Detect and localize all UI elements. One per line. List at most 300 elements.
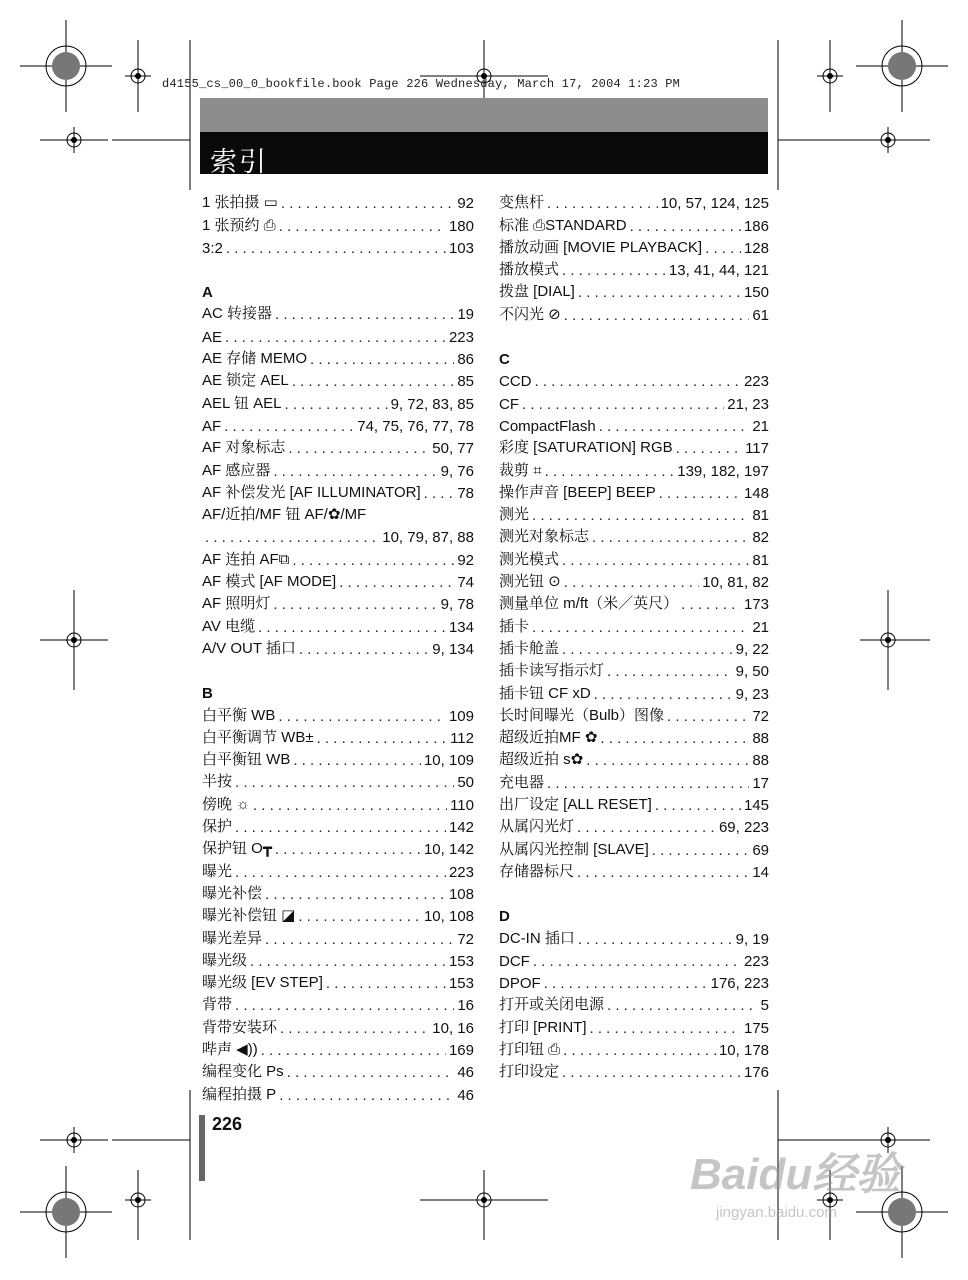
index-term: 测量单位 m/ft（米／英尺） (499, 595, 679, 613)
index-entry (202, 413, 474, 435)
leader-dots (275, 306, 454, 323)
index-term: 曝光 (202, 862, 233, 880)
index-term: 1 张拍摄 ▭ (202, 194, 278, 212)
index-pages: 223 (743, 373, 769, 391)
index-entry (202, 791, 474, 813)
index-entry (499, 636, 769, 658)
leader-dots (279, 1087, 454, 1104)
index-term: CCD (499, 373, 532, 391)
index-term: DC-IN 插口 (499, 929, 575, 947)
index-entry (202, 1014, 474, 1036)
index-term: 彩度 [SATURATION] RGB (499, 439, 673, 457)
page-number: 226 (212, 1114, 243, 1134)
index-entry (202, 502, 474, 524)
index-pages: 108 (448, 885, 474, 903)
index-pages: 50, 77 (432, 440, 474, 458)
index-entry (499, 1014, 769, 1036)
index-term: AE 锁定 AEL (202, 372, 289, 390)
index-entry (499, 792, 769, 814)
leader-dots (278, 708, 446, 725)
leader-dots (250, 953, 446, 970)
index-term: 曝光级 [EV STEP] (202, 974, 323, 992)
index-pages: 69, 223 (718, 819, 769, 837)
index-term: AE 存储 MEMO (202, 350, 308, 368)
index-term: 标准 ⎙STANDARD (499, 216, 627, 234)
index-term: 打印 [PRINT] (499, 1018, 587, 1036)
index-term: AF 感应器 (202, 461, 271, 479)
index-entry (499, 212, 769, 234)
leader-dots (564, 307, 750, 324)
index-column-right (499, 190, 769, 1081)
index-pages: 110 (450, 796, 474, 814)
index-entry (202, 636, 474, 658)
index-entry (499, 569, 769, 591)
index-entry (499, 546, 769, 568)
index-term: DPOF (499, 975, 541, 993)
index-pages: 81 (752, 551, 769, 569)
index-pages: 86 (457, 351, 474, 369)
leader-dots (235, 864, 446, 881)
leader-dots (600, 730, 749, 747)
index-entry (202, 591, 474, 613)
index-term: DCF (499, 952, 530, 970)
leader-dots (310, 351, 454, 368)
leader-dots (586, 752, 749, 769)
index-term: 打开或关闭电源 (499, 996, 605, 1014)
section-title: 索引 (210, 147, 268, 177)
index-term: 测光对象标志 (499, 528, 590, 546)
index-pages: 145 (743, 797, 769, 815)
index-term: A/V OUT 插口 (202, 639, 296, 657)
leader-dots (280, 1020, 429, 1037)
index-term: 存储器标尺 (499, 862, 575, 880)
index-pages: 19 (457, 306, 474, 324)
index-entry (202, 457, 474, 479)
index-entry (499, 368, 769, 390)
index-term: 傍晚 ☼ (202, 795, 250, 813)
index-pages: 9, 134 (432, 640, 474, 658)
index-term: 编程变化 Ps (202, 1063, 284, 1081)
index-term: 1 张预约 ⎙ (202, 216, 276, 234)
index-entry (202, 702, 474, 724)
index-term: AF 照明灯 (202, 595, 271, 613)
leader-dots (564, 574, 700, 591)
leader-dots (273, 463, 437, 480)
watermark-logo: Baidu经验 (690, 1150, 901, 1199)
leader-dots (562, 552, 749, 569)
index-term: CF (499, 395, 519, 413)
index-term: 超级近拍MF ✿ (499, 729, 598, 747)
print-header: d4155_cs_00_0_bookfile.book Page 226 Wednesday, March 17, 2004 1:23 PM (162, 77, 681, 91)
index-term: 插卡读写指示灯 (499, 662, 605, 680)
index-pages: 9, 50 (735, 663, 769, 681)
index-pages: 169 (448, 1041, 474, 1059)
index-entry (202, 613, 474, 635)
index-pages: 142 (448, 819, 474, 837)
index-section-letter: A (202, 284, 213, 302)
index-pages: 92 (457, 551, 474, 569)
leader-dots (676, 440, 742, 457)
index-term: 半按 (202, 773, 233, 791)
leader-dots (705, 240, 741, 257)
index-term: 背带安装环 (202, 1018, 278, 1036)
index-pages: 139, 182, 197 (677, 462, 769, 480)
index-pages: 17 (752, 774, 769, 792)
leader-dots (544, 975, 708, 992)
index-pages: 81 (752, 507, 769, 525)
index-entry (202, 903, 474, 925)
leader-dots (205, 529, 379, 546)
index-pages: 176 (743, 1064, 769, 1082)
index-entry (499, 235, 769, 257)
index-pages: 153 (448, 975, 474, 993)
leader-dots (578, 284, 741, 301)
index-pages: 128 (743, 239, 769, 257)
leader-dots (577, 819, 716, 836)
index-pages: 180 (448, 217, 474, 235)
leader-dots (594, 686, 733, 703)
index-term: 保护 (202, 818, 233, 836)
leader-dots (235, 819, 446, 836)
index-pages: 186 (743, 217, 769, 235)
index-term: 拨盘 [DIAL] (499, 283, 575, 301)
watermark (690, 1138, 910, 1238)
index-entry (499, 747, 769, 769)
index-pages: 10, 178 (718, 1041, 769, 1059)
index-pages: 74 (457, 574, 474, 592)
index-entry (202, 212, 474, 234)
index-pages: 10, 57, 124, 125 (660, 195, 769, 213)
index-pages: 117 (745, 440, 769, 458)
index-term: 曝光补偿钮 ◪ (202, 907, 296, 925)
index-term: 打印钮 ⎙ (499, 1040, 561, 1058)
index-entry (499, 658, 769, 680)
leader-dots (317, 730, 448, 747)
leader-dots (275, 841, 421, 858)
index-pages: 10, 108 (423, 908, 474, 926)
index-pages: 72 (752, 707, 769, 725)
leader-dots (522, 396, 724, 413)
index-pages: 16 (457, 997, 474, 1015)
index-pages: 88 (752, 752, 769, 770)
leader-dots (287, 1064, 455, 1081)
index-pages: 9, 76 (440, 462, 474, 480)
leader-dots (235, 997, 454, 1014)
leader-dots (630, 218, 741, 235)
section-title-bar (200, 98, 768, 176)
leader-dots (279, 218, 446, 235)
watermark-url: jingyan.baidu.com (716, 1204, 837, 1221)
index-pages: 10, 79, 87, 88 (382, 529, 474, 547)
index-pages: 223 (448, 863, 474, 881)
index-entry (499, 591, 769, 613)
index-entry (202, 301, 474, 323)
index-pages: 21, 23 (727, 395, 769, 413)
index-pages: 46 (457, 1086, 474, 1104)
index-term: 曝光补偿 (202, 884, 263, 902)
leader-dots (547, 195, 658, 212)
index-entry (499, 435, 769, 457)
index-entry (202, 235, 474, 257)
leader-dots (681, 596, 741, 613)
leader-dots (535, 373, 741, 390)
index-term: 不闪光 ⊘ (499, 305, 561, 323)
index-pages: 173 (743, 596, 769, 614)
leader-dots (607, 997, 758, 1014)
index-entry (499, 992, 769, 1014)
leader-dots (590, 1020, 741, 1037)
leader-dots (288, 440, 429, 457)
index-term: 插卡舱盖 (499, 639, 560, 657)
leader-dots (592, 529, 749, 546)
index-pages: 109 (448, 707, 474, 725)
leader-dots (607, 663, 733, 680)
leader-dots (235, 774, 454, 791)
leader-dots (562, 262, 666, 279)
index-pages: 150 (743, 284, 769, 302)
index-entry (202, 948, 474, 970)
leader-dots (533, 953, 741, 970)
index-entry (499, 859, 769, 881)
index-term: AF 连拍 AF⧉ (202, 550, 290, 568)
index-entry (202, 925, 474, 947)
index-pages: 223 (448, 328, 474, 346)
leader-dots (293, 752, 421, 769)
index-pages: 134 (448, 618, 474, 636)
index-entry (499, 257, 769, 279)
index-entry (202, 725, 474, 747)
index-term: AC 转接器 (202, 305, 273, 323)
leader-dots (563, 1042, 716, 1059)
index-entry (202, 323, 474, 345)
index-entry (202, 480, 474, 502)
index-entry (499, 390, 769, 412)
leader-dots (326, 975, 446, 992)
index-term: 插卡 (499, 617, 530, 635)
index-entry (202, 769, 474, 791)
index-entry (499, 190, 769, 212)
index-term: 测光 (499, 506, 530, 524)
index-term: 插卡钮 CF xD (499, 684, 591, 702)
index-term: 从属闪光灯 (499, 818, 575, 836)
index-term: 哔声 ◀)) (202, 1040, 258, 1058)
index-term: 裁剪 ⌗ (499, 461, 542, 479)
index-pages: 69 (752, 841, 769, 859)
index-pages: 14 (752, 863, 769, 881)
index-column-left (202, 190, 474, 1104)
index-term: 曝光差异 (202, 929, 263, 947)
index-pages: 13, 41, 44, 121 (668, 262, 769, 280)
index-pages: 148 (743, 484, 769, 502)
index-entry (499, 725, 769, 747)
title-bar-black (200, 132, 768, 174)
index-entry (499, 502, 769, 524)
index-pages: 112 (450, 729, 474, 747)
index-pages: 10, 81, 82 (702, 574, 769, 592)
page-number-bar (199, 1115, 205, 1181)
index-term: AF 模式 [AF MODE] (202, 573, 337, 591)
index-term: AF 补偿发光 [AF ILLUMINATOR] (202, 483, 421, 501)
index-entry (499, 1037, 769, 1059)
index-term: 变焦杆 (499, 194, 545, 212)
index-entry (499, 814, 769, 836)
leader-dots (284, 396, 387, 413)
leader-dots (265, 886, 446, 903)
index-entry (499, 703, 769, 725)
index-term: AF 对象标志 (202, 439, 286, 457)
index-entry (499, 970, 769, 992)
leader-dots (339, 574, 454, 591)
leader-dots (532, 507, 749, 524)
index-entry (202, 1081, 474, 1103)
index-section-letter: B (202, 685, 213, 703)
index-entry (202, 346, 474, 368)
index-term: 背带 (202, 996, 233, 1014)
index-term: 白平衡 WB (202, 706, 276, 724)
leader-dots (547, 775, 749, 792)
index-entry (202, 368, 474, 390)
index-entry (202, 881, 474, 903)
leader-dots (265, 931, 454, 948)
index-term: AF/近拍/MF 钮 AF/✿/MF (202, 506, 367, 524)
index-pages: 21 (752, 417, 769, 435)
leader-dots (545, 463, 675, 480)
index-term: 保护钮 O┳ (202, 840, 272, 858)
index-pages: 5 (760, 997, 769, 1015)
index-entry (202, 814, 474, 836)
index-entry (202, 836, 474, 858)
index-entry (202, 435, 474, 457)
index-entry (499, 524, 769, 546)
index-entry (202, 858, 474, 880)
index-entry (499, 680, 769, 702)
index-pages: 10, 142 (423, 841, 474, 859)
leader-dots (292, 373, 455, 390)
index-pages: 50 (457, 774, 474, 792)
index-pages: 9, 22 (735, 640, 769, 658)
index-pages: 103 (448, 239, 474, 257)
index-pages: 176, 223 (710, 975, 769, 993)
index-entry (202, 747, 474, 769)
leader-dots (578, 931, 733, 948)
leader-dots (424, 485, 455, 502)
index-term: 编程拍摄 P (202, 1085, 277, 1103)
index-pages: 21 (752, 618, 769, 636)
index-entry (202, 970, 474, 992)
index-term: 曝光级 (202, 951, 248, 969)
leader-dots (224, 418, 354, 435)
index-term: 播放动画 [MOVIE PLAYBACK] (499, 238, 703, 256)
leader-dots (655, 797, 741, 814)
index-term: AE (202, 328, 223, 346)
index-entry (202, 524, 474, 546)
index-entry (499, 413, 769, 435)
index-term: CompactFlash (499, 417, 596, 435)
index-term: 超级近拍 s✿ (499, 751, 584, 769)
index-pages: 10, 109 (423, 752, 474, 770)
index-pages: 46 (457, 1064, 474, 1082)
index-entry (499, 457, 769, 479)
leader-dots (226, 240, 446, 257)
leader-dots (667, 708, 749, 725)
index-entry (499, 279, 769, 301)
leader-dots (299, 641, 429, 658)
index-term: 测光模式 (499, 550, 560, 568)
index-section-letter: C (499, 351, 510, 369)
index-entry (202, 190, 474, 212)
index-entry (202, 1059, 474, 1081)
index-entry (499, 301, 769, 323)
index-pages: 78 (457, 484, 474, 502)
index-term: AV 电缆 (202, 617, 256, 635)
index-term: 白平衡钮 WB (202, 751, 291, 769)
leader-dots (532, 619, 749, 636)
index-pages: 9, 19 (735, 930, 769, 948)
leader-dots (281, 195, 454, 212)
index-term: 充电器 (499, 773, 545, 791)
index-pages: 92 (457, 195, 474, 213)
leader-dots (562, 641, 733, 658)
index-pages: 61 (752, 306, 769, 324)
index-term: 测光钮 ⊙ (499, 573, 561, 591)
index-term: 长时间曝光（Bulb）图像 (499, 706, 665, 724)
index-term: 3:2 (202, 239, 223, 257)
index-pages: 10, 16 (432, 1019, 474, 1037)
index-pages: 74, 75, 76, 77, 78 (357, 417, 474, 435)
index-term: AF (202, 417, 222, 435)
index-term: 白平衡调节 WB± (202, 728, 314, 746)
index-pages: 9, 72, 83, 85 (390, 395, 474, 413)
index-pages: 175 (743, 1019, 769, 1037)
index-pages: 82 (752, 529, 769, 547)
index-term: 出厂设定 [ALL RESET] (499, 796, 652, 814)
leader-dots (225, 329, 446, 346)
leader-dots (577, 864, 749, 881)
index-section-letter: D (499, 908, 510, 926)
index-entry (499, 925, 769, 947)
index-pages: 9, 78 (440, 596, 474, 614)
index-entry (499, 769, 769, 791)
index-entry (499, 480, 769, 502)
index-entry (499, 1059, 769, 1081)
leader-dots (659, 485, 741, 502)
leader-dots (253, 797, 447, 814)
index-pages: 223 (743, 952, 769, 970)
title-bar-grey (200, 98, 768, 132)
index-entry (202, 569, 474, 591)
index-pages: 153 (448, 952, 474, 970)
index-entry (202, 1037, 474, 1059)
index-pages: 9, 23 (735, 685, 769, 703)
index-entry (499, 948, 769, 970)
index-entry (202, 546, 474, 568)
index-entry (499, 836, 769, 858)
index-pages: 88 (752, 730, 769, 748)
leader-dots (298, 908, 421, 925)
leader-dots (273, 596, 437, 613)
index-entry (202, 992, 474, 1014)
index-term: 操作声音 [BEEP] BEEP (499, 483, 656, 501)
index-term: 播放模式 (499, 261, 560, 279)
leader-dots (258, 619, 446, 636)
leader-dots (261, 1042, 446, 1059)
leader-dots (292, 552, 454, 569)
index-entry (202, 390, 474, 412)
index-term: 打印设定 (499, 1063, 560, 1081)
index-entry (499, 613, 769, 635)
index-term: AEL 钮 AEL (202, 394, 282, 412)
index-pages: 72 (457, 930, 474, 948)
